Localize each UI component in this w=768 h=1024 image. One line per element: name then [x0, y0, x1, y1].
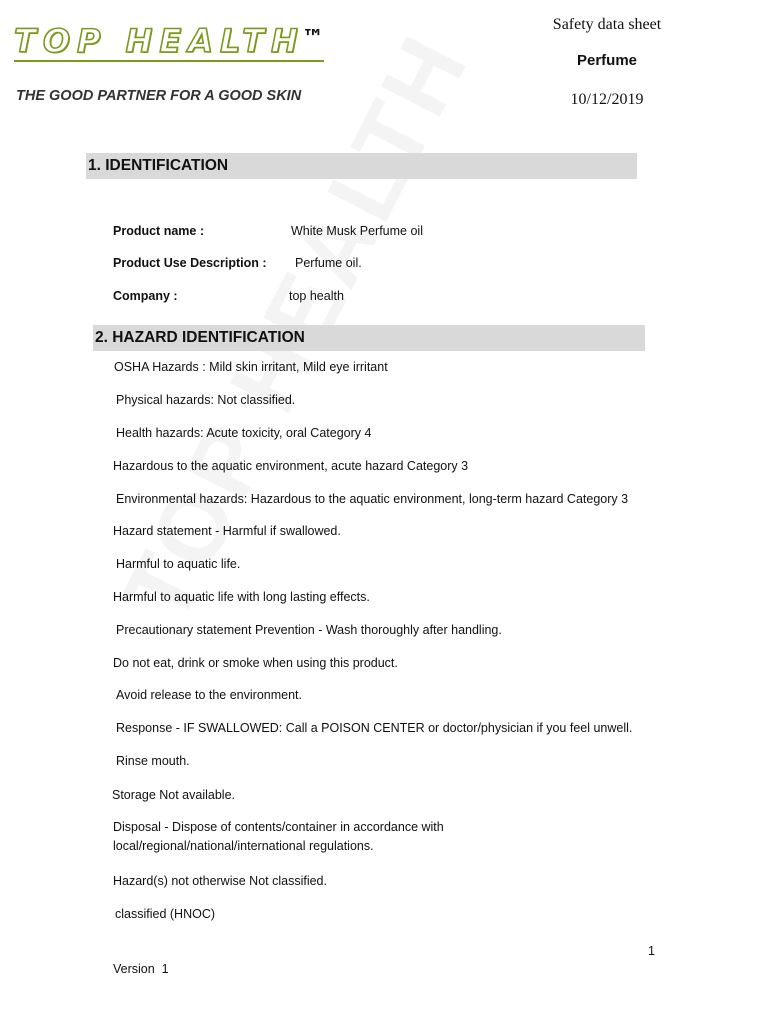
hazard-line: Rinse mouth. [116, 754, 190, 768]
hazard-line: classified (HNOC) [115, 907, 216, 921]
document-type: Safety data sheet [552, 16, 662, 33]
hazard-line: Precautionary statement Prevention - Wash thoroughly after handling. [116, 623, 502, 637]
page-number: 1 [648, 944, 655, 958]
hazard-line: Storage Not available. [112, 788, 235, 802]
section-1-header [86, 153, 637, 179]
brand-logo: TOP HEALTH [14, 22, 305, 60]
hazard-line: Environmental hazards: Hazardous to the aquatic environment, long-term hazard Category 3 [116, 492, 629, 506]
hazard-line: Harmful to aquatic life with long lasting effects. [113, 590, 370, 604]
hazard-line: Do not eat, drink or smoke when using this product. [113, 656, 398, 670]
field-label-product-use: Product Use Description : [113, 256, 267, 270]
version-label: Version 1 [113, 962, 169, 976]
hazard-line: Health hazards: Acute toxicity, oral Category 4 [116, 426, 372, 440]
hazard-line: Harmful to aquatic life. [116, 557, 241, 571]
section-1-title: 1. IDENTIFICATION [88, 157, 229, 174]
field-value-company: top health [289, 289, 344, 303]
section-2-title: 2. HAZARD IDENTIFICATION [95, 329, 305, 346]
hazard-line: Avoid release to the environment. [116, 688, 302, 702]
brand-underline [14, 60, 324, 62]
hazard-line: Hazard statement - Harmful if swallowed. [113, 524, 341, 538]
field-label-company: Company : [113, 289, 178, 303]
hazard-line: Response - IF SWALLOWED: Call a POISON CENTER or doctor/physician if you feel unwell. [116, 721, 633, 735]
field-value-product-name: White Musk Perfume oil [291, 224, 423, 238]
tagline: THE GOOD PARTNER FOR A GOOD SKIN [16, 88, 302, 104]
section-2-header [93, 325, 645, 351]
trademark-symbol: ™ [302, 26, 324, 51]
hazard-line: OSHA Hazards : Mild skin irritant, Mild eye irritant [114, 360, 388, 374]
hazard-line: Hazardous to the aquatic environment, acute hazard Category 3 [113, 459, 469, 473]
hazard-line: Disposal - Dispose of contents/container in accordance with local/regional/national/international regulations. [113, 820, 444, 853]
field-label-product-name: Product name : [113, 224, 204, 238]
product-type: Perfume [576, 52, 638, 69]
hazard-line: Physical hazards: Not classified. [116, 393, 296, 407]
field-value-product-use: Perfume oil. [295, 256, 362, 270]
document-date: 10/12/2019 [570, 91, 644, 108]
hazard-line: Hazard(s) not otherwise Not classified. [113, 874, 327, 888]
